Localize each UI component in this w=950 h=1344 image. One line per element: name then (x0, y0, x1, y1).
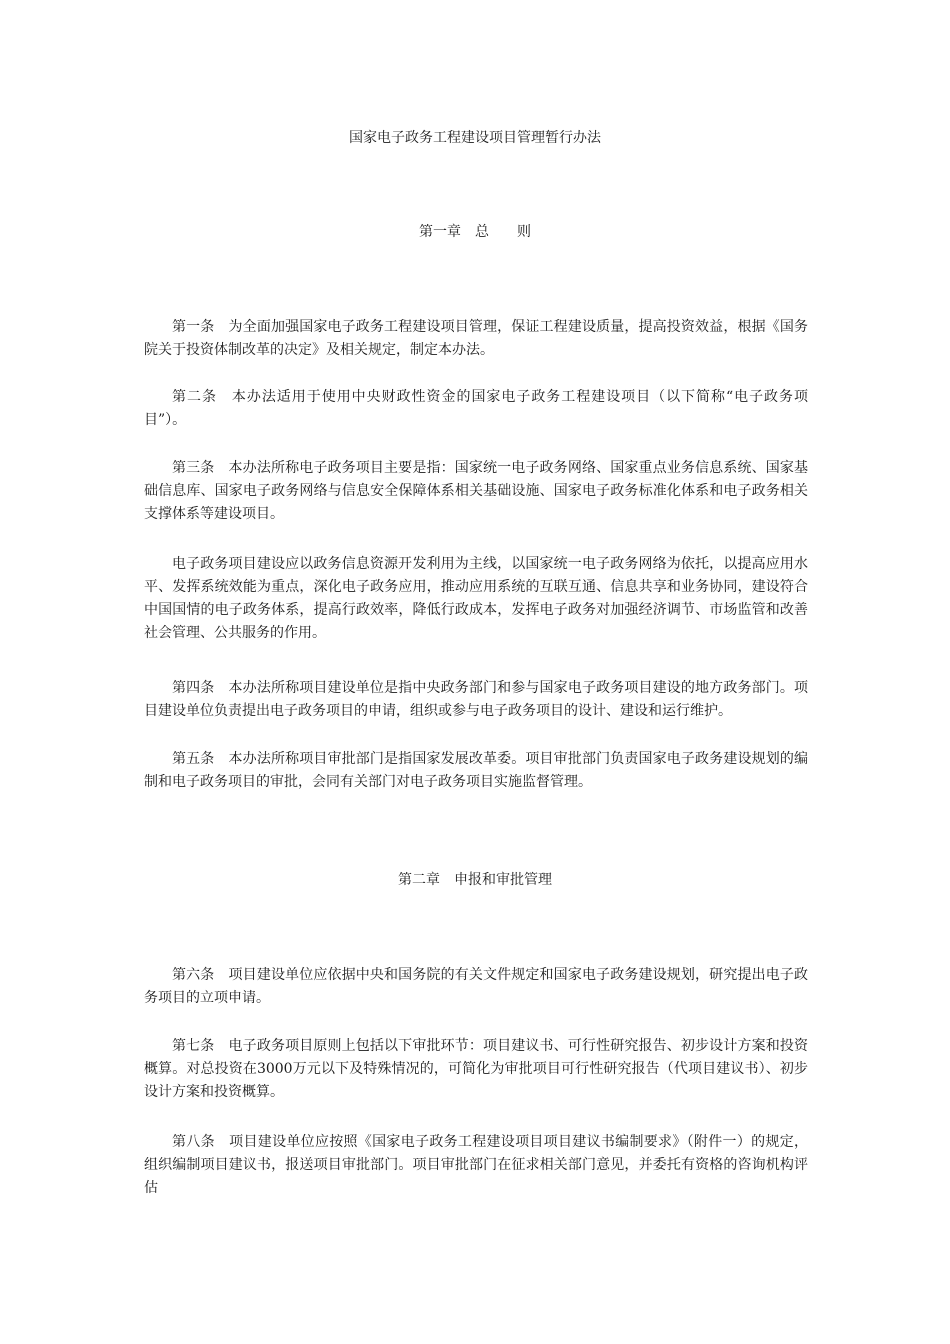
document-title: 国家电子政务工程建设项目管理暂行办法 (349, 130, 601, 146)
article-5: 第五条 本办法所称项目审批部门是指国家发展改革委。项目审批部门负责国家电子政务建设规划的编制和电子政务项目的审批，会同有关部门对电子政务项目实施监督管理。 (144, 751, 808, 790)
article-1: 第一条 为全面加强国家电子政务工程建设项目管理，保证工程建设质量，提高投资效益，根据《国务院关于投资体制改革的决定》及相关规定，制定本办法。 (144, 319, 808, 358)
chapter-2-heading: 第二章 申报和审批管理 (398, 872, 552, 888)
article-3: 第三条 本办法所称电子政务项目主要是指：国家统一电子政务网络、国家重点业务信息系统、国家基础信息库、国家电子政务网络与信息安全保障体系相关基础设施、国家电子政务标准化体系和电子政务相关支撑体系等建设项目。 (144, 460, 808, 522)
article-2: 第二条 本办法适用于使用中央财政性资金的国家电子政务工程建设项目（以下简称“电子政务项目”）。 (144, 389, 808, 428)
article-6: 第六条 项目建设单位应依据中央和国务院的有关文件规定和国家电子政务建设规划，研究提出电子政务项目的立项申请。 (144, 967, 808, 1006)
article-7: 第七条 电子政务项目原则上包括以下审批环节：项目建议书、可行性研究报告、初步设计方案和投资概算。对总投资在3000万元以下及特殊情况的，可简化为审批项目可行性研究报告（代项目建议书）、初步设计方案和投资概算。 (144, 1038, 808, 1100)
article-3-paragraph-2: 电子政务项目建设应以政务信息资源开发利用为主线，以国家统一电子政务网络为依托，以提高应用水平、发挥系统效能为重点，深化电子政务应用，推动应用系统的互联互通、信息共享和业务协同，建设符合中国国情的电子政务体系，提高行政效率，降低行政成本，发挥电子政务对加强经济调节、市场监管和改善社会管理、公共服务的作用。 (144, 556, 808, 641)
chapter-1-heading: 第一章 总 则 (419, 224, 531, 240)
article-8: 第八条 项目建设单位应按照《国家电子政务工程建设项目项目建议书编制要求》（附件一）的规定，组织编制项目建议书，报送项目审批部门。项目审批部门在征求相关部门意见，并委托有资格的咨询机构评估 (144, 1134, 808, 1196)
article-4: 第四条 本办法所称项目建设单位是指中央政务部门和参与国家电子政务项目建设的地方政务部门。项目建设单位负责提出电子政务项目的申请，组织或参与电子政务项目的设计、建设和运行维护。 (144, 680, 808, 719)
